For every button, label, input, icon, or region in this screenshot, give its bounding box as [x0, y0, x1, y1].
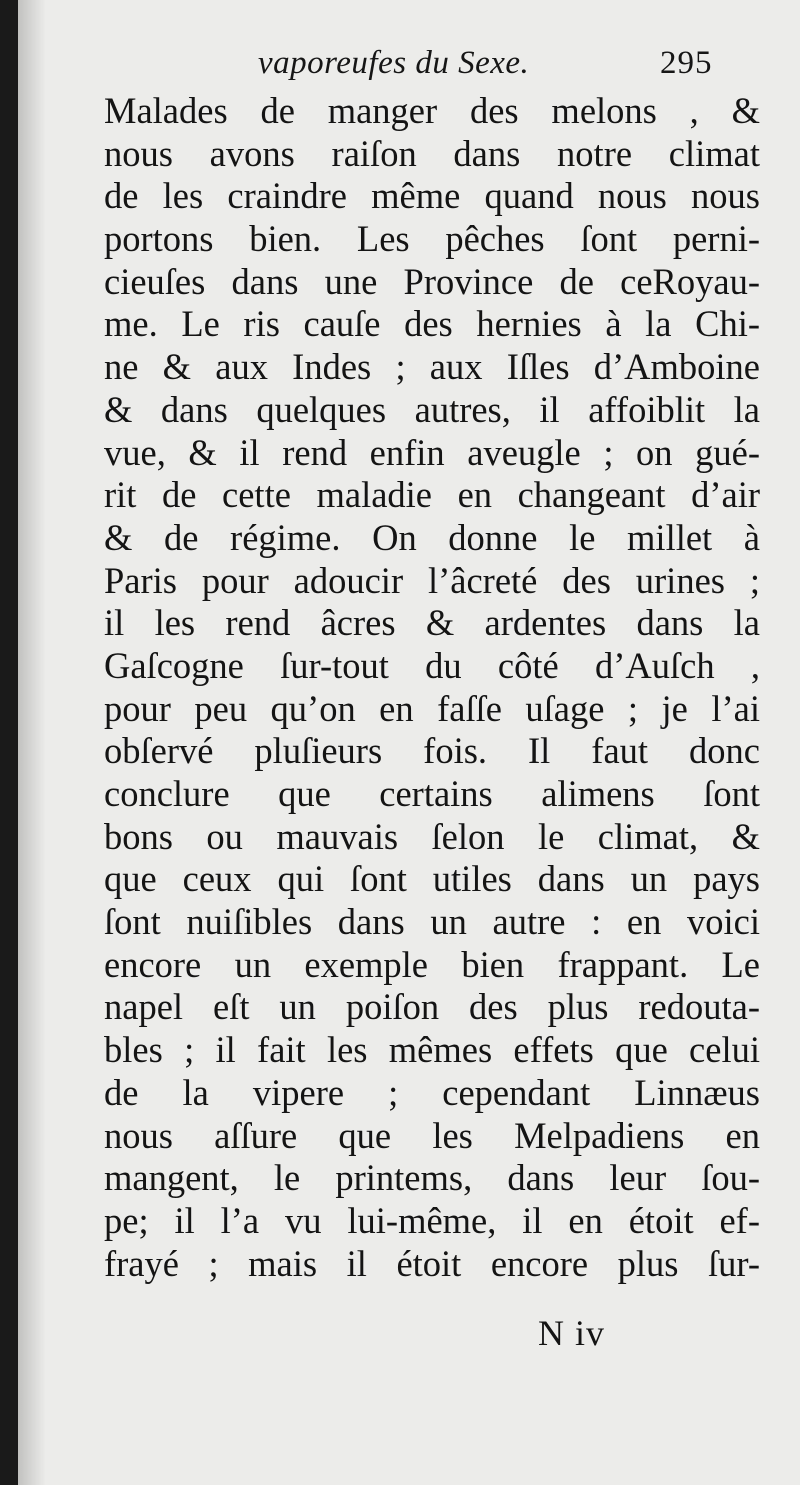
- text-line: nous aſſure que les Melpadiens en: [104, 1114, 760, 1156]
- text-line: obſervé pluſieurs fois. Il faut donc: [104, 730, 760, 772]
- text-line: portons bien. Les pêches ſont perni-: [104, 218, 760, 260]
- text-line: mangent, le printems, dans leur ſou-: [104, 1157, 760, 1199]
- text-line: conclure que certains alimens ſont: [104, 773, 760, 814]
- text-line: me. Le ris cauſe des hernies à la Chi-: [104, 303, 760, 345]
- text-line: rit de cette maladie en changeant d’air: [104, 474, 760, 516]
- text-line: frayé ; mais il étoit encore plus ſur-: [104, 1242, 760, 1284]
- text-line: de les craindre même quand nous nous: [104, 175, 760, 217]
- text-line: cieuſes dans une Province de ceRoyau-: [104, 260, 760, 302]
- text-line: napel eſt un poiſon des plus redouta-: [104, 986, 760, 1028]
- text-line: & de régime. On donne le millet à: [104, 516, 760, 558]
- book-page: [18, 0, 800, 1485]
- text-line: pe; il l’a vu lui-même, il en étoit ef-: [104, 1199, 760, 1241]
- text-line: il les rend âcres & ardentes dans la: [104, 602, 760, 644]
- page-number: 295: [660, 45, 713, 81]
- text-line: que ceux qui ſont utiles dans un pays: [104, 858, 760, 900]
- page-header: [18, 45, 800, 95]
- text-line: vue, & il rend enfin aveugle ; on gué-: [104, 431, 760, 473]
- text-line: de la vipere ; cependant Linnæus: [104, 1071, 760, 1113]
- text-line: ne & aux Indes ; aux Iſles d’Amboine: [104, 346, 760, 388]
- text-line: nous avons raiſon dans notre climat: [104, 132, 760, 174]
- text-line: Malades de manger des melons , &: [104, 90, 760, 131]
- text-line: ſont nuiſibles dans un autre : en voici: [104, 901, 760, 943]
- running-head: vaporeufes du Sexe.: [258, 45, 530, 81]
- text-line: pour peu qu’on en faſſe uſage ; je l’ai: [104, 687, 760, 729]
- text-line: Gaſcogne ſur-tout du côté d’Auſch ,: [104, 644, 760, 686]
- text-line: & dans quelques autres, il affoiblit la: [104, 388, 760, 430]
- text-line: bles ; il fait les mêmes effets que celui: [104, 1029, 760, 1071]
- binding-shadow: [18, 0, 46, 1485]
- text-line: encore un exemple bien frappant. Le: [104, 943, 760, 985]
- text-line: bons ou mauvais ſelon le climat, &: [104, 815, 760, 857]
- text-line: Paris pour adoucir l’âcreté des urines ;: [104, 559, 760, 601]
- body-text: [104, 90, 760, 1285]
- signature-mark: N iv: [538, 1313, 605, 1353]
